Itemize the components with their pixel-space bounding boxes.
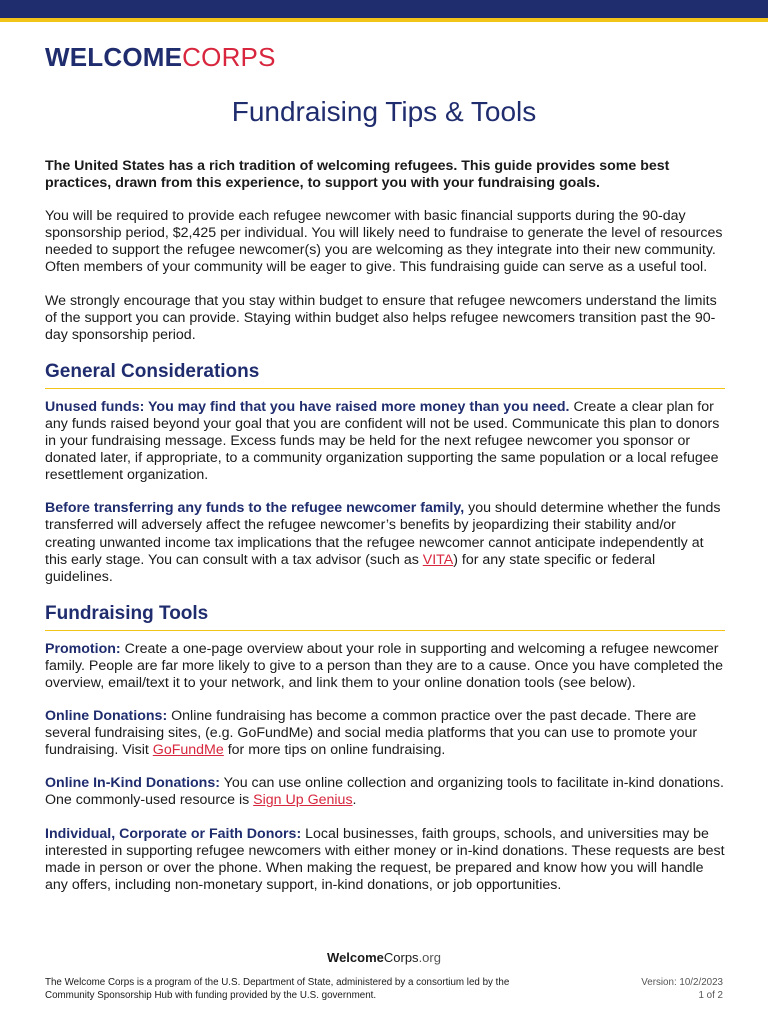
logo-corps: CORPS [182,42,276,72]
footer-site-welcome: Welcome [327,950,384,965]
top-banner-stripe [0,18,768,22]
promotion-lead: Promotion: [45,640,121,657]
general-considerations-section [45,360,725,389]
fundraising-tools-heading: Fundraising Tools [45,602,209,624]
transfer-funds-body: you should determine whether the funds transferred will adversely affect the refugee newcomer’s benefits by jeopardizing their stability and/or creating unwanted income tax implications that the refugee newcomer cannot anticipate independently at this early stage. You can consult with a tax advisor (such as [45,500,721,568]
page-title: Fundraising Tips & Tools [231,96,537,127]
donors-paragraph [45,826,725,894]
footer-site-domain: .org [418,950,441,965]
intro-paragraph: The United States has a rich tradition of welcoming refugees. This guide provides some best practices, drawn from this experience, to support you with your fundraising goals. [45,158,670,192]
transfer-funds-paragraph [45,500,725,585]
inkind-donations-lead: Online In-Kind Donations: [45,775,220,792]
online-donations-lead: Online Donations: [45,708,168,725]
donors-lead: Individual, Corporate or Faith Donors: [45,825,302,842]
promotion-paragraph [45,641,725,692]
inkind-donations-body-end: . [352,792,357,809]
fundraising-tools-section [45,602,725,631]
top-banner [0,0,768,18]
general-considerations-heading: General Considerations [45,360,260,382]
page-number: 1 of 2 [698,989,723,1001]
logo-welcome: WELCOME [45,42,183,72]
unused-funds-paragraph [45,399,725,484]
promotion-body: Create a one-page overview about your role in supporting and welcoming a refugee newcomer family. People are far more likely to give to a person than they are to a cause. Once you have completed the overview, email/text it to your network, and link them to your online donation tools (see below). [45,640,723,691]
welcome-corps-logo [45,42,276,72]
footer-site-corps: Corps [383,950,419,965]
gofundme-link[interactable]: GoFundMe [152,742,224,759]
budget-paragraph: We strongly encourage that you stay within budget to ensure that refugee newcomers understand the limits of the support you can provide. Staying within budget also helps refugee newcomers transition past the 90-day sponsorship period. [45,292,717,343]
inkind-donations-paragraph [45,775,725,809]
vita-link[interactable]: VITA [422,551,454,568]
footer-disclaimer: The Welcome Corps is a program of the U.S. Department of State, administered by a consortium led by the Community Sponsorship Hub with funding provided by the U.S. government. [45,977,510,1001]
version-label: Version: 10/2/2023 [641,977,723,988]
transfer-funds-lead: Before transferring any funds to the refugee newcomer family, [45,500,465,517]
online-donations-body-end: for more tips on online fundraising. [223,742,446,759]
document-body [45,158,725,910]
unused-funds-lead: Unused funds: You may find that you have raised more money than you need. [45,398,570,415]
inkind-donations-body: You can use online collection and organizing tools to facilitate in-kind donations. One commonly-used resource is [45,775,724,809]
footer-version-block [523,977,723,1002]
donors-body: Local businesses, faith groups, schools, and universities may be interested in supporting refugee newcomers with either money or in-kind donations. These requests are best made in person or over the phone. When making the request, be prepared and know how you will handle any offers, including non-monetary support, in-kind donations, or job opportunities. [45,825,725,893]
transfer-funds-body-end: ) for any state specific or federal guidelines. [45,551,656,585]
online-donations-paragraph [45,708,725,759]
requirements-paragraph: You will be required to provide each refugee newcomer with basic financial supports during the 90-day sponsorship period, $2,425 per individual. You will likely need to fundraise to generate the level of resources needed to support the refugee newcomer(s) you are welcoming as they integrate into their new community. Often members of your community will be eager to give. This fundraising guide can serve as a useful tool. [45,208,723,276]
online-donations-body: Online fundraising has become a common practice over the past decade. There are several fundraising sites, (e.g. GoFundMe) and social media platforms that you can use to promote your fundraising. Visit [45,708,698,759]
footer-website [0,950,768,966]
unused-funds-body: Create a clear plan for any funds raised beyond your goal that you are confident will not be used. Communicate this plan to donors in your fundraising message. Excess funds may be held for the next refugee newcomer you sponsor or donated later, if appropriate, to a community organization supporting the same population or a local refugee resettlement organization. [45,398,720,484]
signup-genius-link[interactable]: Sign Up Genius [253,792,353,809]
